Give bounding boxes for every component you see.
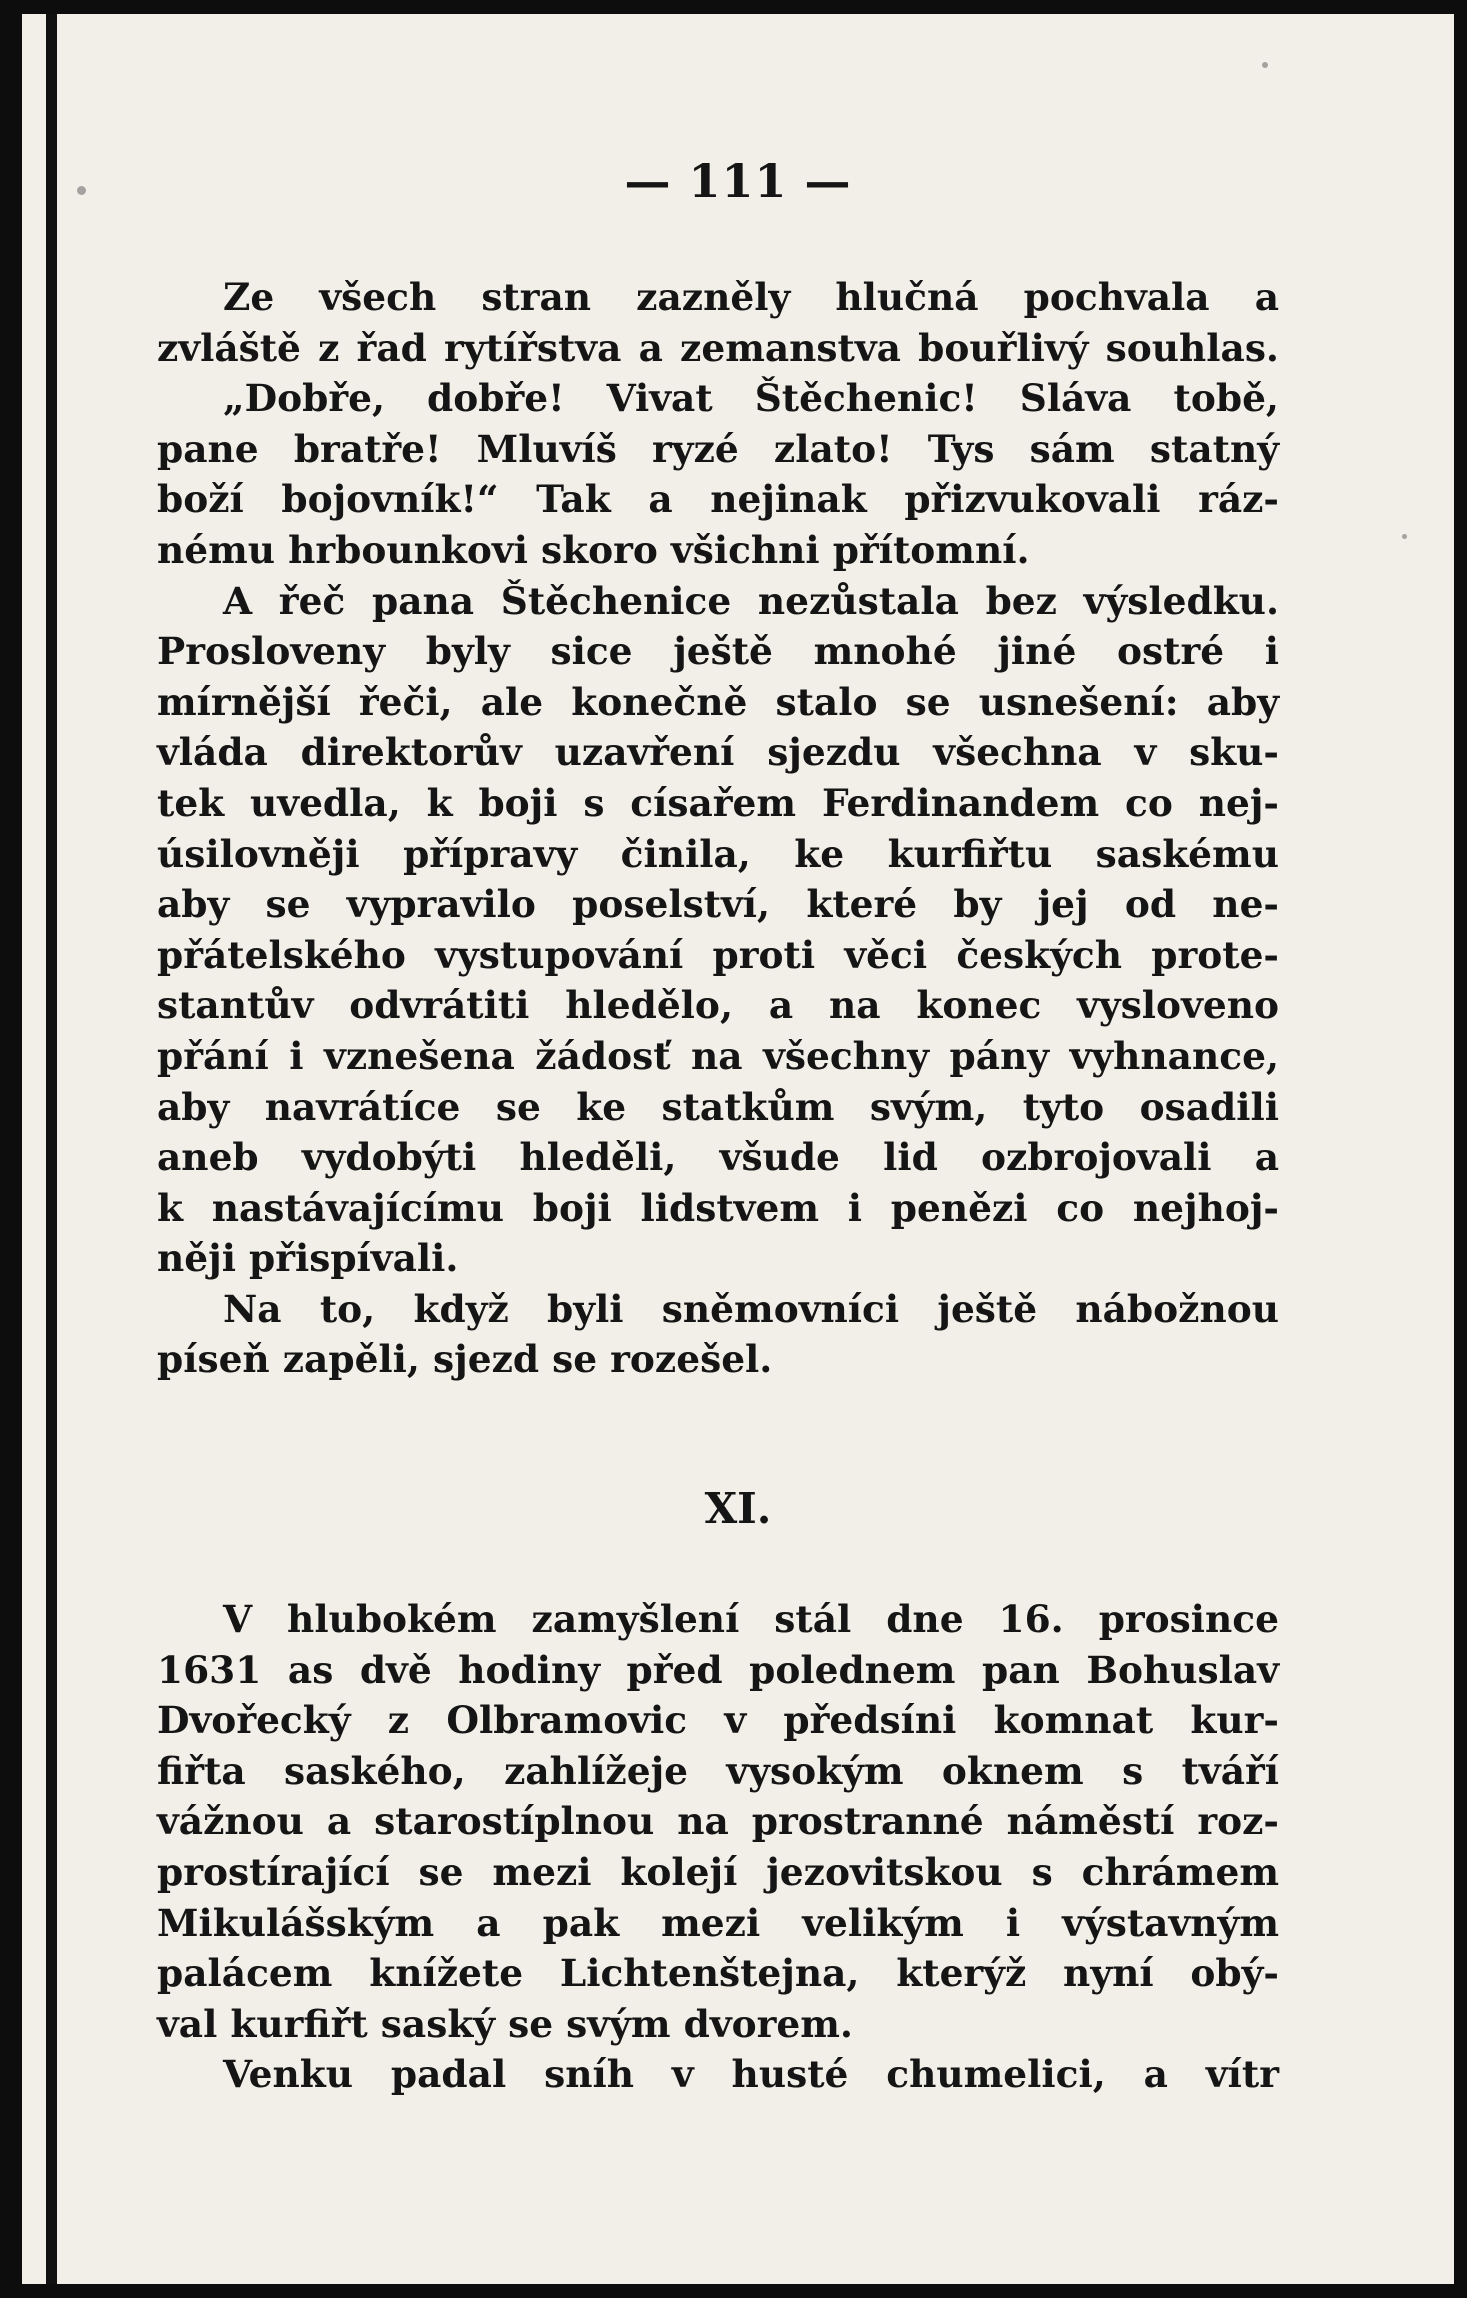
text-line: úsilovněji přípravy činila, ke kurfiřtu saskému: [157, 831, 1279, 876]
lower-text-block: [157, 1594, 1279, 2100]
chapter-heading: XI.: [704, 1484, 772, 1533]
text-line: stantův odvrátiti hledělo, a na konec vysloveno: [157, 983, 1279, 1028]
text-line: val kurfiřt saský se svým dvorem.: [157, 2001, 853, 2046]
text-line: vážnou a starostíplnou na prostranné náměstí roz-: [157, 1799, 1279, 1844]
text-line: nému hrbounkovi skoro všichni přítomní.: [157, 527, 1030, 572]
text-line: zvláště z řad rytířstva a zemanstva bouřlivý souhlas.: [157, 325, 1279, 370]
text-line: A řeč pana Štěchenice nezůstala bez výsledku.: [223, 578, 1279, 623]
text-line: V hlubokém zamyšlení stál dne 16. prosince: [223, 1597, 1279, 1641]
book-page: [22, 14, 1454, 2284]
text-line: aneb vydobýti hleděli, všude lid ozbrojovali a: [157, 1135, 1279, 1180]
text-line: píseň zapěli, sjezd se rozešel.: [157, 1337, 773, 1382]
text-line: přání i vznešena žádosť na všechny pány vyhnance,: [157, 1033, 1279, 1078]
paper-speck: [1262, 62, 1268, 68]
text-line: vláda direktorův uzavření sjezdu všechna v sku-: [157, 730, 1279, 775]
page-number-header: — 111 —: [624, 154, 852, 208]
text-line: pane bratře! Mluvíš ryzé zlato! Tys sám statný: [157, 426, 1279, 471]
text-line: aby navrátíce se ke statkům svým, tyto osadili: [157, 1084, 1279, 1129]
text-line: Na to, když byli sněmovníci ještě nábožnou: [223, 1286, 1279, 1331]
text-line: Mikulášským a pak mezi velikým i výstavným: [157, 1900, 1279, 1945]
text-line: palácem knížete Lichtenštejna, kterýž nyní obý-: [157, 1951, 1279, 1996]
text-line: přátelského vystupování proti věci českých prote-: [157, 932, 1279, 977]
text-line: k nastávajícímu boji lidstvem i penězi co nejhoj-: [157, 1185, 1279, 1230]
text-line: Venku padal sníh v husté chumelici, a vítr: [223, 2052, 1279, 2097]
text-line: mírnější řeči, ale konečně stalo se usnešení: aby: [157, 679, 1279, 724]
text-line: Dvořecký z Olbramovic v předsíni komnat kur-: [157, 1698, 1279, 1743]
text-line: Ze všech stran zazněly hlučná pochvala a: [223, 275, 1279, 319]
text-line: „Dobře, dobře! Vivat Štěchenic! Sláva tobě,: [223, 376, 1279, 421]
text-line: aby se vypravilo poselství, které by jej od ne-: [157, 882, 1279, 927]
paper-speck: [1402, 534, 1407, 539]
text-line: něji přispívali.: [157, 1236, 459, 1281]
text-line: prostírající se mezi kolejí jezovitskou s chrámem: [157, 1849, 1279, 1894]
text-line: fiřta saského, zahlížeje vysokým oknem s tváří: [157, 1748, 1279, 1793]
text-line: tek uvedla, k boji s císařem Ferdinandem co nej-: [157, 780, 1279, 825]
upper-text-block: [157, 272, 1279, 1385]
text-line: Prosloveny byly sice ještě mnohé jiné ostré i: [157, 629, 1279, 674]
page-edge-shadow: [46, 14, 57, 2284]
text-line: 1631 as dvě hodiny před polednem pan Bohuslav: [157, 1647, 1279, 1692]
text-line: boží bojovník!“ Tak a nejinak přizvukovali ráz-: [157, 477, 1279, 522]
